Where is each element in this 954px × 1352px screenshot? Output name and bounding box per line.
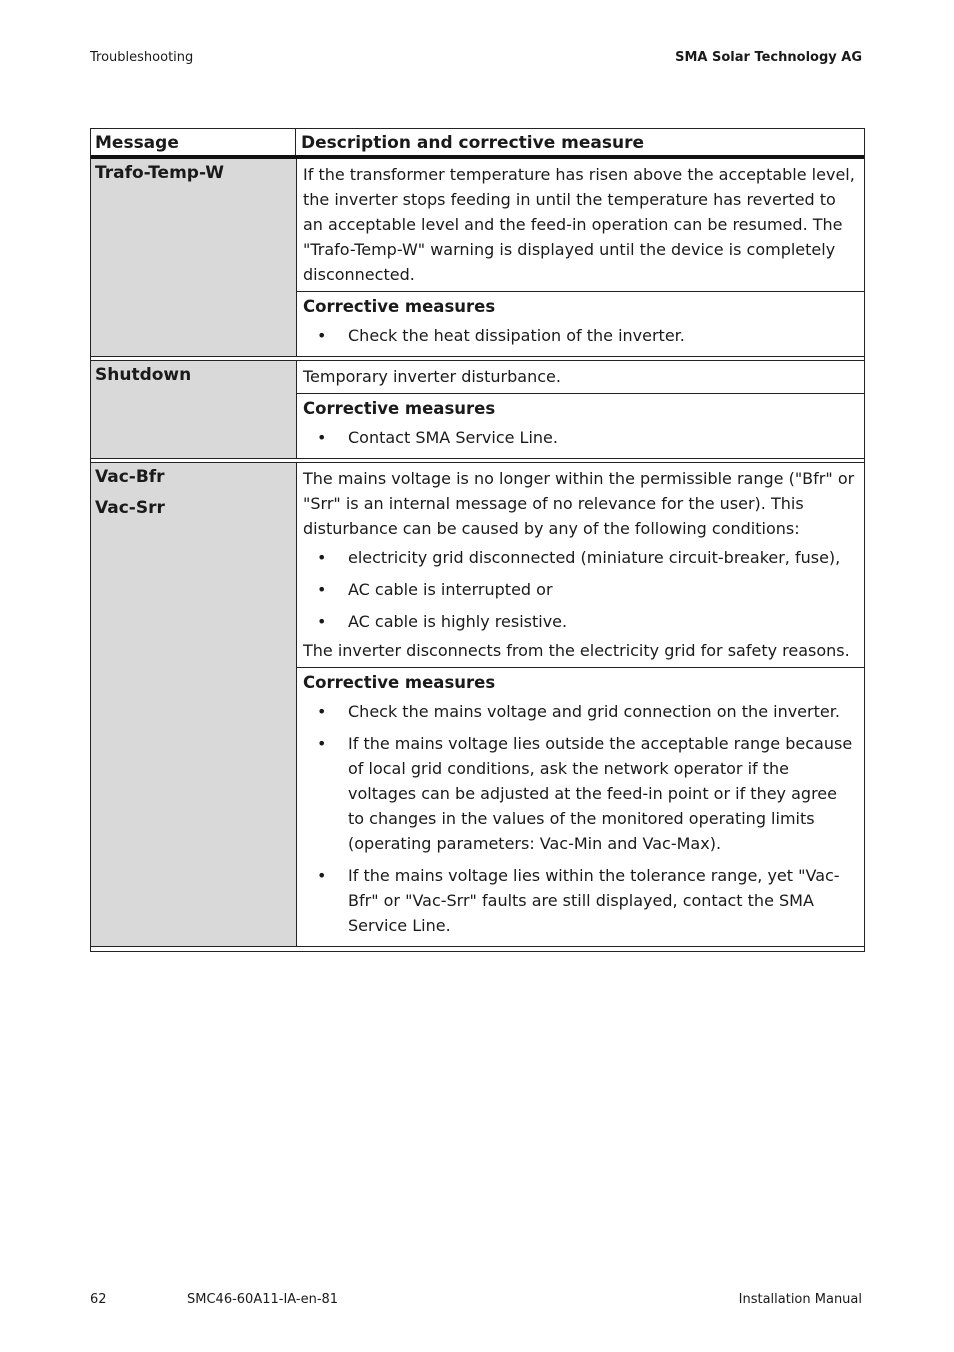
description-after-text: The inverter disconnects from the electricity grid for safety reasons.	[303, 641, 850, 660]
bullet-icon: •	[317, 580, 327, 599]
table-row	[91, 159, 864, 357]
corrective-list	[303, 425, 858, 450]
table-row	[91, 361, 864, 459]
corrective-list	[303, 699, 858, 938]
corrective-title: Corrective measures	[303, 297, 496, 316]
bullet-icon: •	[317, 326, 327, 345]
bullet-icon: •	[317, 866, 327, 885]
corrective-list	[303, 323, 858, 348]
message-name: Shutdown	[95, 365, 192, 385]
table-end-border	[91, 947, 864, 952]
document-id: SMC46-60A11-IA-en-81	[187, 1292, 339, 1307]
list-item: • AC cable is interrupted or	[303, 577, 858, 602]
list-item: • Contact SMA Service Line.	[303, 425, 858, 450]
message-cell	[91, 463, 297, 946]
column-header-description: Description and corrective measure	[301, 133, 644, 153]
bullet-icon: •	[317, 548, 327, 567]
description-cell	[297, 361, 864, 458]
description-cell	[297, 159, 864, 356]
message-cell	[91, 159, 297, 356]
description-text: If the transformer temperature has risen above the acceptable level, the inverter stops feeding in until the temperature has reverted to an acceptable level and the feed-in operation can be resumed. The "Trafo-Temp-W" warning is displayed until the device is completely disconnected.	[303, 165, 855, 284]
table-row	[91, 463, 864, 947]
corrective-title: Corrective measures	[303, 399, 496, 418]
column-header-message: Message	[91, 129, 296, 155]
table-header-row	[91, 129, 864, 159]
header-section: Troubleshooting	[90, 50, 194, 65]
message-name: Trafo-Temp-W	[95, 163, 225, 183]
corrective-title: Corrective measures	[303, 673, 496, 692]
message-name: Vac-Bfr	[95, 467, 165, 487]
page-number: 62	[90, 1292, 107, 1307]
troubleshooting-table	[90, 128, 865, 952]
bullet-icon: •	[317, 428, 327, 447]
document-title: Installation Manual	[738, 1292, 862, 1307]
bullet-icon: •	[317, 702, 327, 721]
list-item: • If the mains voltage lies outside the acceptable range because of local grid conditions, ask the network operator if the voltages can be adjusted at the feed-in point or if they agree to changes in the values of the monitored operating limits (operating parameters: Vac-Min and Vac-Max).	[303, 731, 858, 856]
corrective-part	[297, 667, 864, 946]
description-part	[297, 159, 864, 291]
list-item: • AC cable is highly resistive.	[303, 609, 858, 634]
bullet-icon: •	[317, 734, 327, 753]
list-item: • Check the mains voltage and grid connection on the inverter.	[303, 699, 858, 724]
description-text: The mains voltage is no longer within the permissible range ("Bfr" or "Srr" is an internal message of no relevance for the user). This disturbance can be caused by any of the following conditions:	[303, 469, 855, 538]
description-part	[297, 463, 864, 667]
message-cell	[91, 361, 297, 458]
list-item: • electricity grid disconnected (miniature circuit-breaker, fuse),	[303, 545, 858, 570]
description-cell	[297, 463, 864, 946]
list-item: • Check the heat dissipation of the inverter.	[303, 323, 858, 348]
header-company: SMA Solar Technology AG	[675, 50, 862, 65]
corrective-part	[297, 291, 864, 356]
corrective-part	[297, 393, 864, 458]
description-text: Temporary inverter disturbance.	[303, 367, 561, 386]
message-name: Vac-Srr	[95, 498, 165, 518]
bullet-icon: •	[317, 612, 327, 631]
conditions-list	[303, 545, 858, 634]
list-item: • If the mains voltage lies within the tolerance range, yet "Vac-Bfr" or "Vac-Srr" faults are still displayed, contact the SMA Service Line.	[303, 863, 858, 938]
description-part	[297, 361, 864, 393]
